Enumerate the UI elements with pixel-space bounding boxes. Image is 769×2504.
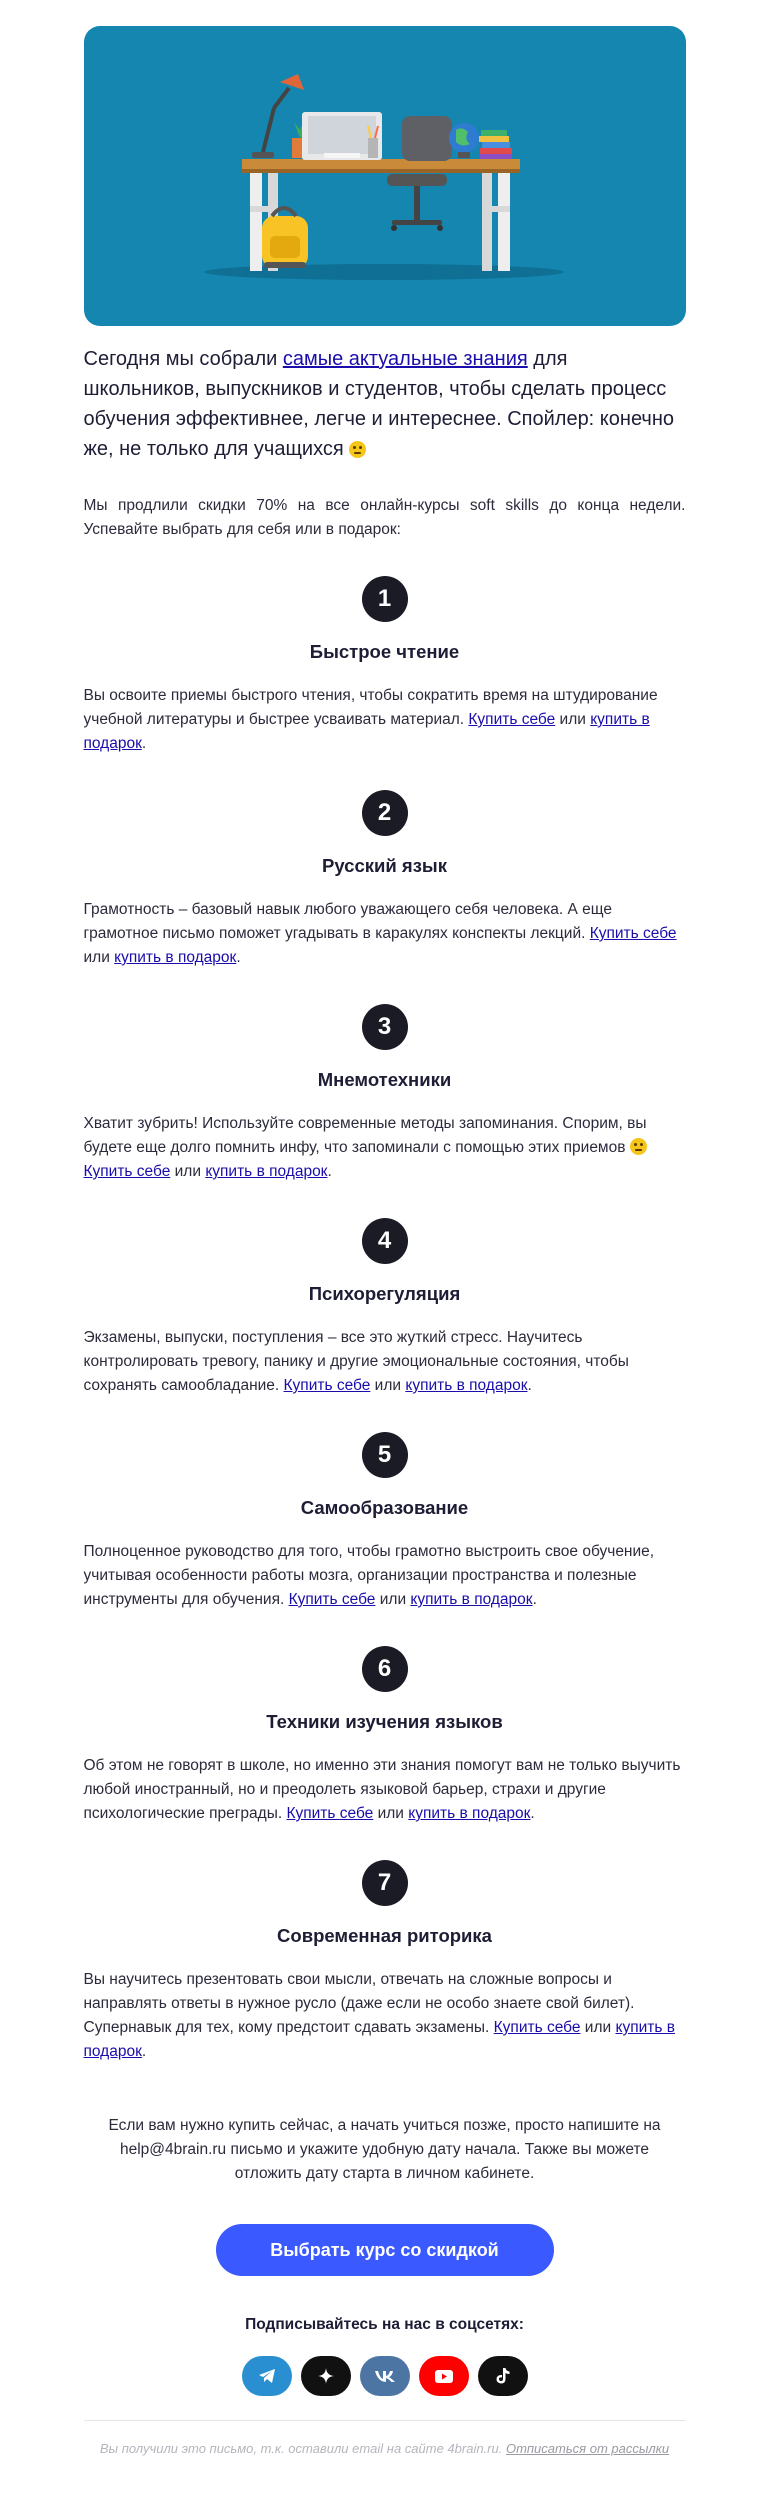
or-text: или <box>375 1591 411 1608</box>
youtube-icon <box>435 2370 453 2383</box>
course-number-badge: 2 <box>362 790 408 836</box>
period: . <box>532 1591 537 1608</box>
course-title: Современная риторика <box>277 1925 492 1946</box>
buy-self-link[interactable]: Купить себе <box>83 1163 171 1180</box>
buy-gift-link[interactable]: купить в подарок <box>114 949 237 966</box>
wink-emoji-icon <box>630 1138 647 1155</box>
course-item <box>84 1432 686 1612</box>
course-text: Экзамены, выпуски, поступления – все это жуткий стресс. Научитесь контролировать тревогу, панику и другие эмоциональные состояния, чтобы сохранять самообладание. <box>83 1329 629 1394</box>
buy-gift-link[interactable]: купить в подарок <box>83 711 650 752</box>
period: . <box>236 949 241 966</box>
course-title: Психорегуляция <box>308 1283 461 1304</box>
hero-illustration <box>84 26 686 326</box>
course-description <box>84 1754 686 1826</box>
buy-self-link[interactable]: Купить себе <box>493 2019 581 2036</box>
footer-divider <box>84 2420 686 2421</box>
course-text: Хватит зубрить! Используйте современные методы запоминания. Спорим, вы будете еще долго помнить инфу, что запоминали с помощью этих приемов <box>83 1115 647 1156</box>
footer <box>84 2441 686 2456</box>
course-title: Техники изучения языков <box>266 1711 503 1732</box>
period: . <box>527 1377 532 1394</box>
course-description <box>84 1112 686 1184</box>
or-text: или <box>170 1163 206 1180</box>
course-title: Быстрое чтение <box>309 641 460 662</box>
vk-button[interactable] <box>360 2356 410 2396</box>
or-text: или <box>373 1805 409 1822</box>
buy-self-link[interactable]: Купить себе <box>468 711 556 728</box>
footer-text: Вы получили это письмо, т.к. оставили email на сайте 4brain.ru. <box>99 2441 506 2456</box>
course-text: Вы освоите приемы быстрого чтения, чтобы сократить время на штудирование учебной литературы и быстрее усваивать материал. <box>83 687 658 728</box>
buy-self-link[interactable]: Купить себе <box>283 1377 371 1394</box>
closing-text: Если вам нужно купить сейчас, а начать учиться позже, просто напишите на help@4brain.ru письмо и укажите удобную дату начала. Также вы можете отложить дату старта в личном кабинете. <box>108 2117 661 2182</box>
course-number-badge: 7 <box>362 1860 408 1906</box>
course-text: Об этом не говорят в школе, но именно эти знания помогут вам не только выучить любой иностранный, но и преодолеть языковой барьер, страхи и другие психологические преграды. <box>83 1757 681 1822</box>
or-text: или <box>555 711 591 728</box>
intro-after: для школьников, выпускников и студентов, чтобы сделать процесс обучения эффективнее, легче и интереснее. Спойлер: конечно же, не только для учащихся <box>83 348 674 460</box>
telegram-button[interactable] <box>242 2356 292 2396</box>
course-list <box>84 576 686 2064</box>
period: . <box>530 1805 535 1822</box>
period: . <box>327 1163 332 1180</box>
social-title: Подписывайтесь на нас в соцсетях: <box>245 2316 524 2333</box>
buy-self-link[interactable]: Купить себе <box>288 1591 376 1608</box>
course-item <box>84 576 686 756</box>
course-number-badge: 4 <box>362 1218 408 1264</box>
vk-icon <box>374 2369 396 2383</box>
course-description <box>84 1968 686 2064</box>
intro-link[interactable]: самые актуальные знания <box>282 348 528 370</box>
youtube-button[interactable] <box>419 2356 469 2396</box>
course-title: Мнемотехники <box>317 1069 452 1090</box>
buy-self-link[interactable]: Купить себе <box>286 1805 374 1822</box>
or-text: или <box>83 949 115 966</box>
unsubscribe-link[interactable]: Отписаться от рассылки <box>505 2441 670 2456</box>
course-text: Вы научитесь презентовать свои мысли, отвечать на сложные вопросы и направлять ответы в нужное русло (даже если не особо знаете свой билет). Супернавык для тех, кому предстоит сдавать экзамены. <box>83 1971 635 2036</box>
course-item <box>84 1004 686 1184</box>
choose-course-button[interactable]: Выбрать курс со скидкой <box>216 2224 554 2276</box>
course-description <box>84 898 686 970</box>
or-text: или <box>370 1377 406 1394</box>
buy-gift-link[interactable]: купить в подарок <box>205 1163 328 1180</box>
course-text: Грамотность – базовый навык любого уважающего себя человека. А еще грамотное письмо поможет угадывать в каракулях конспекты лекций. <box>83 901 612 942</box>
buy-self-link[interactable]: Купить себе <box>589 925 677 942</box>
zen-button[interactable] <box>301 2356 351 2396</box>
course-title: Русский язык <box>322 855 447 876</box>
course-number-badge: 1 <box>362 576 408 622</box>
course-number-badge: 3 <box>362 1004 408 1050</box>
period: . <box>141 735 147 752</box>
course-number-badge: 6 <box>362 1646 408 1692</box>
course-item <box>84 790 686 970</box>
buy-gift-link[interactable]: купить в подарок <box>83 2019 675 2060</box>
desk-illustration <box>84 26 686 326</box>
shush-emoji-icon <box>349 441 366 458</box>
social-links <box>84 2356 686 2396</box>
telegram-icon <box>258 2368 276 2384</box>
buy-gift-link[interactable]: купить в подарок <box>405 1377 528 1394</box>
discount-note: Мы продлили скидки 70% на все онлайн-курсы soft skills до конца недели. Успевайте выбрать для себя или в подарок: <box>83 497 686 538</box>
tiktok-button[interactable] <box>478 2356 528 2396</box>
course-text: Полноценное руководство для того, чтобы грамотно выстроить свое обучение, учитывая особенности работы мозга, организации пространства и полезные инструменты для обучения. <box>83 1543 655 1608</box>
or-text: или <box>580 2019 616 2036</box>
course-item <box>84 1218 686 1398</box>
course-item <box>84 1860 686 2064</box>
tiktok-icon <box>496 2368 510 2384</box>
email-body <box>84 0 686 2456</box>
course-description <box>84 1540 686 1612</box>
course-description <box>84 684 686 756</box>
intro-before: Сегодня мы собрали <box>83 348 283 370</box>
course-number-badge: 5 <box>362 1432 408 1478</box>
course-item <box>84 1646 686 1826</box>
buy-gift-link[interactable]: купить в подарок <box>408 1805 531 1822</box>
course-title: Самообразование <box>300 1497 469 1518</box>
zen-icon <box>318 2368 334 2384</box>
course-description <box>84 1326 686 1398</box>
intro-text <box>84 344 686 464</box>
buy-gift-link[interactable]: купить в подарок <box>410 1591 533 1608</box>
period: . <box>141 2043 147 2060</box>
